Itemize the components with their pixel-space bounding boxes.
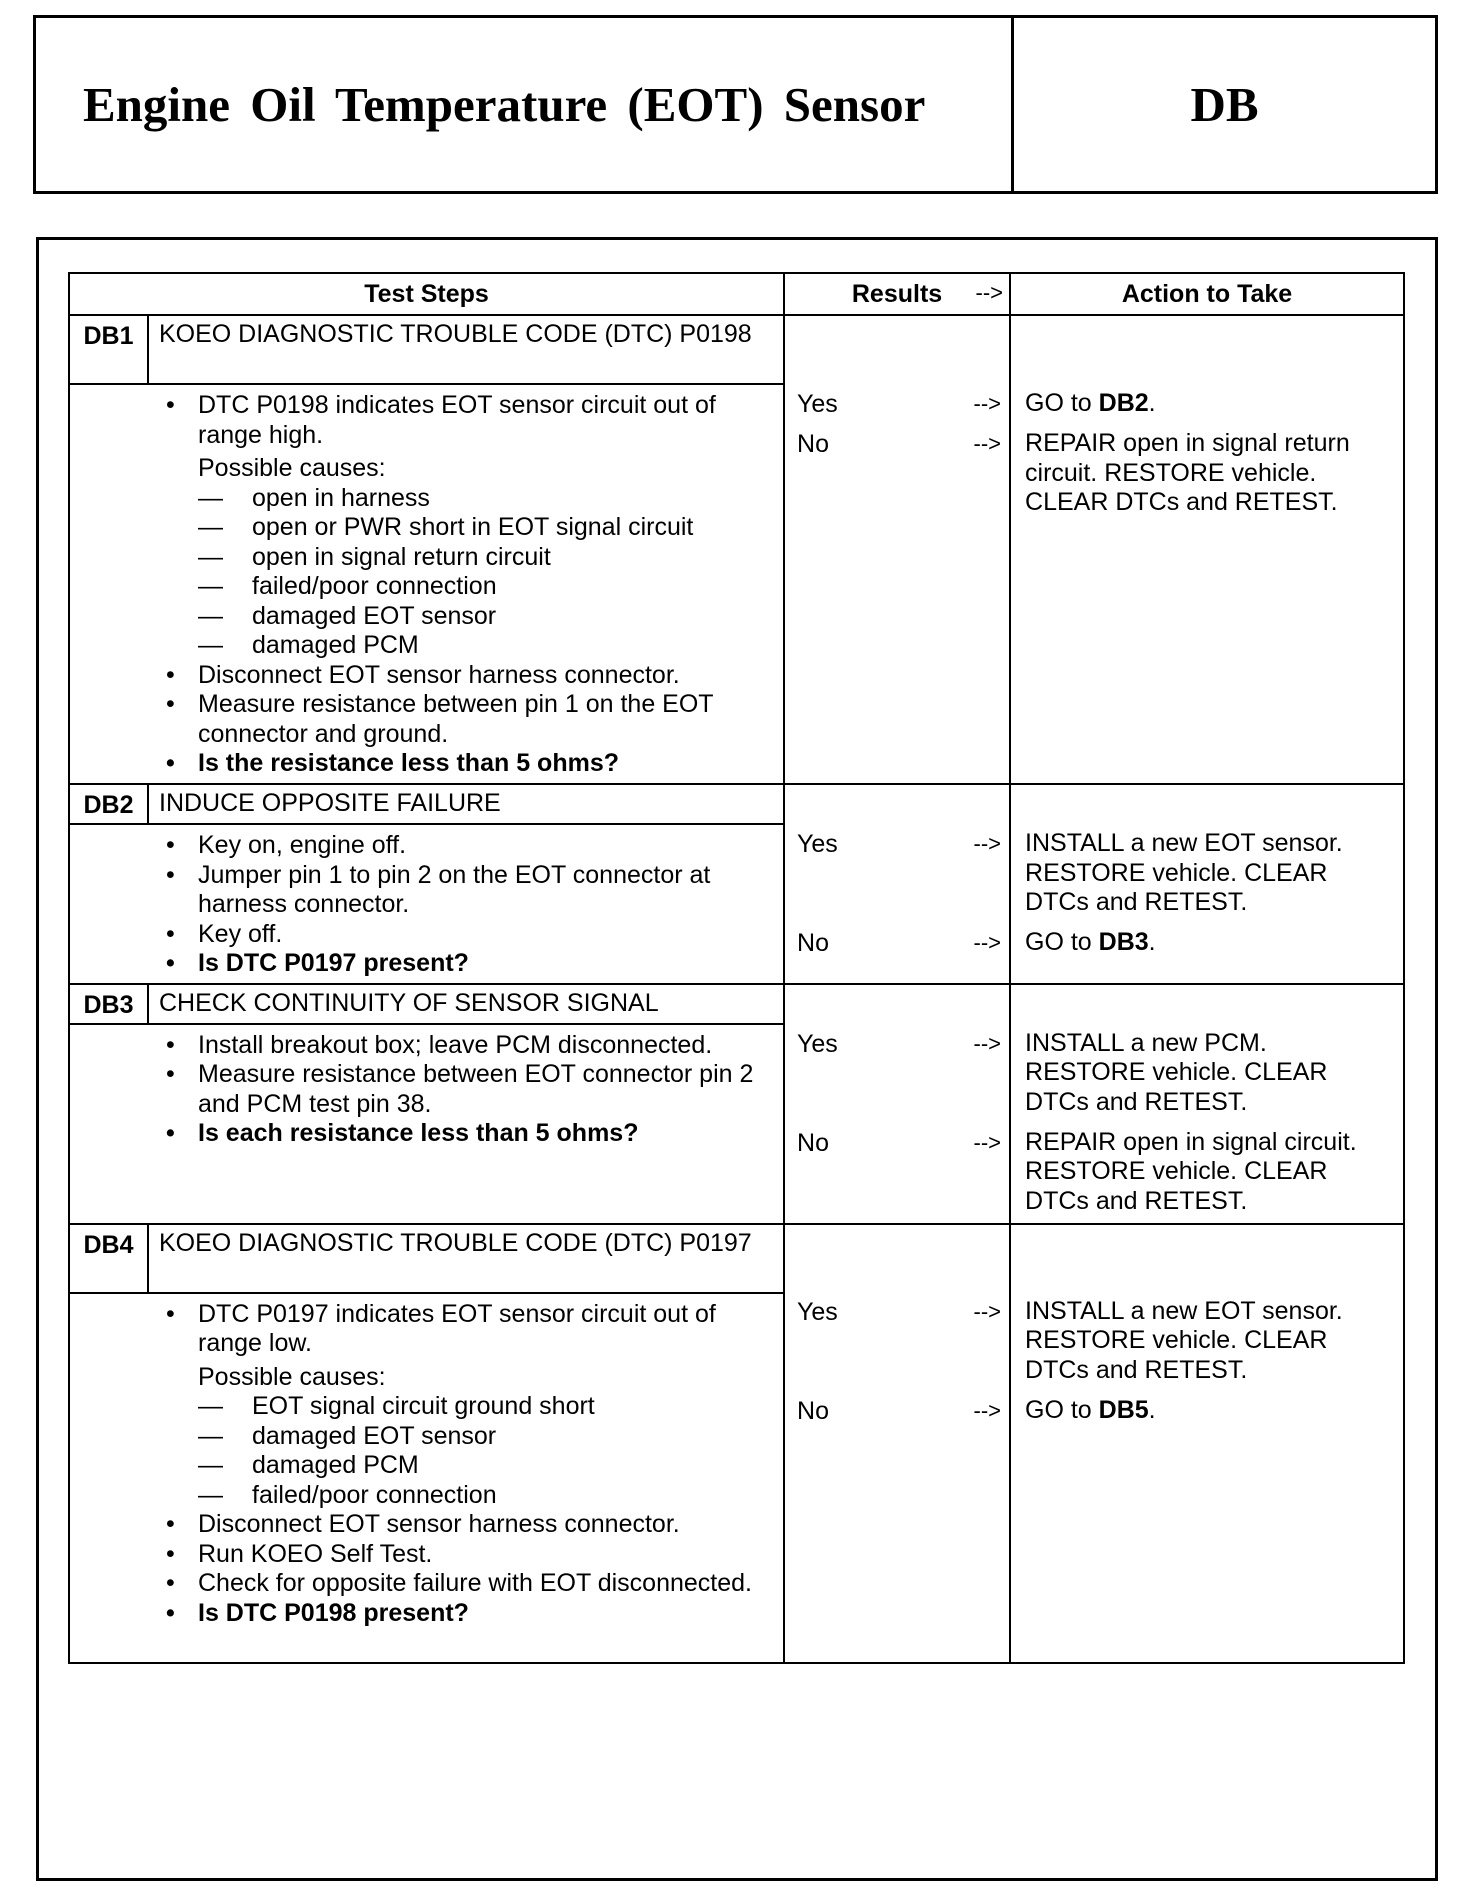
arrow-icon: -->: [973, 831, 1002, 856]
step-body-db4: [69, 1293, 784, 1663]
result-yes-db2: Yes -->: [797, 830, 1002, 858]
step-bullet: • Measure resistance between pin 1 on the EOT connector and ground.: [162, 690, 773, 749]
cause-item: — open or PWR short in EOT signal circuit: [162, 513, 773, 543]
cause-item: — damaged EOT sensor: [162, 602, 773, 632]
action-no-db1: REPAIR open in signal return circuit. RESTORE vehicle. CLEAR DTCs and RETEST.: [1025, 429, 1350, 516]
arrow-icon: -->: [973, 1129, 1002, 1155]
result-no-db3: No -->: [797, 1128, 1002, 1157]
step-title-db4: KOEO DIAGNOSTIC TROUBLE CODE (DTC) P0197: [148, 1224, 784, 1293]
step-bullet: • Key off.: [162, 920, 773, 950]
col-header-test-steps: Test Steps: [69, 273, 784, 315]
result-yes-db4: Yes -->: [797, 1297, 1002, 1326]
action-no-db4: GO to DB5.: [1025, 1395, 1156, 1424]
step-bullet: • DTC P0197 indicates EOT sensor circuit out of range low.: [162, 1300, 773, 1359]
page-header: [33, 15, 1438, 194]
actions-db2: [1010, 784, 1404, 984]
causes-label: Possible causes:: [198, 1362, 386, 1391]
action-yes-db1: GO to DB2.: [1025, 389, 1156, 417]
step-question: • Is DTC P0198 present?: [162, 1599, 773, 1629]
step-title-row-db3: [69, 984, 1404, 1024]
step-bullet: • Key on, engine off.: [162, 831, 773, 861]
step-title-db1: KOEO DIAGNOSTIC TROUBLE CODE (DTC) P0198: [148, 315, 784, 384]
action-no-db2: GO to DB3.: [1025, 928, 1156, 956]
step-id-db4: DB4: [69, 1224, 148, 1293]
step-bullet: • Install breakout box; leave PCM disconnected.: [162, 1031, 773, 1061]
result-no-db2: No -->: [797, 929, 1002, 957]
results-db2: [784, 784, 1010, 984]
step-id-db2: DB2: [69, 784, 148, 824]
action-yes-db2: INSTALL a new EOT sensor. RESTORE vehicle. CLEAR DTCs and RETEST.: [1025, 829, 1343, 916]
result-no-db4: No -->: [797, 1396, 1002, 1425]
action-yes-db4: INSTALL a new EOT sensor. RESTORE vehicle. CLEAR DTCs and RETEST.: [1025, 1296, 1343, 1384]
page-title: Engine Oil Temperature (EOT) Sensor: [36, 18, 1014, 191]
step-bullet: • Check for opposite failure with EOT disconnected.: [162, 1569, 773, 1599]
step-title-row-db2: [69, 784, 1404, 824]
results-db4: [784, 1224, 1010, 1663]
arrow-icon: -->: [973, 391, 1002, 416]
step-title-row-db4: [69, 1224, 1404, 1293]
step-id-db1: DB1: [69, 315, 148, 384]
step-title-row-db1: [69, 315, 1404, 384]
step-bullet: • Jumper pin 1 to pin 2 on the EOT connector at harness connector.: [162, 861, 773, 920]
results-db3: [784, 984, 1010, 1224]
cause-item: — damaged PCM: [162, 1451, 773, 1481]
result-yes-db3: Yes -->: [797, 1029, 1002, 1058]
actions-db4: [1010, 1224, 1404, 1663]
causes-label: Possible causes:: [198, 454, 386, 482]
step-bullet: • Run KOEO Self Test.: [162, 1540, 773, 1570]
arrow-icon: -->: [973, 1298, 1002, 1324]
step-id-db3: DB3: [69, 984, 148, 1024]
result-yes-db1: Yes -->: [797, 390, 1002, 418]
diagnostic-table: [68, 272, 1405, 1664]
results-db1: [784, 315, 1010, 784]
step-body-db1: [69, 384, 784, 784]
actions-db3: [1010, 984, 1404, 1224]
step-question: • Is each resistance less than 5 ohms?: [162, 1119, 773, 1149]
section-code: DB: [1190, 77, 1259, 132]
step-question: • Is the resistance less than 5 ohms?: [162, 749, 773, 779]
col-header-results: [784, 273, 1010, 315]
step-bullet: • Disconnect EOT sensor harness connector.: [162, 1510, 773, 1540]
cause-item: — damaged EOT sensor: [162, 1422, 773, 1452]
action-yes-db3: INSTALL a new PCM. RESTORE vehicle. CLEAR DTCs and RETEST.: [1025, 1028, 1328, 1116]
cause-item: — failed/poor connection: [162, 572, 773, 602]
table-header-row: [69, 273, 1404, 315]
cause-item: — open in harness: [162, 484, 773, 514]
results-header-label: Results: [851, 279, 943, 308]
step-bullet: • Measure resistance between EOT connector pin 2 and PCM test pin 38.: [162, 1060, 773, 1119]
arrow-icon: -->: [973, 1397, 1002, 1423]
step-bullet: • Disconnect EOT sensor harness connector.: [162, 661, 773, 691]
actions-db1: [1010, 315, 1404, 784]
arrow-icon: -->: [973, 431, 1002, 456]
step-question: • Is DTC P0197 present?: [162, 949, 773, 979]
step-body-db3: [69, 1024, 784, 1224]
cause-item: — EOT signal circuit ground short: [162, 1392, 773, 1422]
arrow-icon: -->: [973, 1030, 1002, 1056]
step-bullet: • DTC P0198 indicates EOT sensor circuit out of range high.: [162, 391, 773, 450]
cause-item: — damaged PCM: [162, 631, 773, 661]
arrow-icon: -->: [973, 930, 1002, 955]
cause-item: — failed/poor connection: [162, 1481, 773, 1511]
arrow-icon: -->: [975, 280, 1004, 305]
step-title-db2: INDUCE OPPOSITE FAILURE: [148, 784, 784, 824]
result-no-db1: No -->: [797, 430, 1002, 458]
cause-item: — open in signal return circuit: [162, 543, 773, 573]
step-body-db2: [69, 824, 784, 984]
step-title-db3: CHECK CONTINUITY OF SENSOR SIGNAL: [148, 984, 784, 1024]
action-no-db3: REPAIR open in signal circuit. RESTORE vehicle. CLEAR DTCs and RETEST.: [1025, 1127, 1357, 1215]
col-header-action: Action to Take: [1010, 273, 1404, 315]
